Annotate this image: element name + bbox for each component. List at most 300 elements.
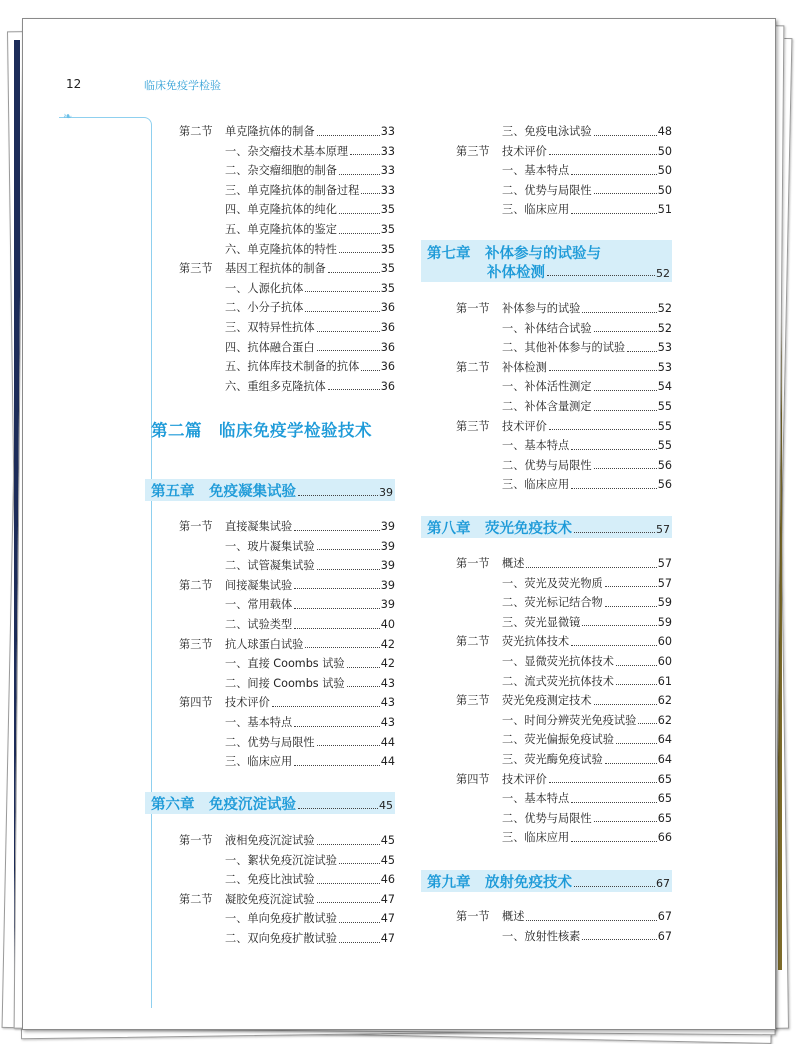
book-page (22, 18, 776, 1030)
section-number: 第二节 (456, 635, 490, 649)
leader-dots (339, 233, 380, 234)
entry-title: 二、优势与局限性 (502, 183, 592, 197)
entry-title: 二、补体含量测定 (502, 400, 592, 413)
entry-page-number: 67 (657, 910, 672, 923)
toc-subsection-entry[interactable] (179, 142, 395, 162)
entry-title: 一、常用载体 (225, 598, 293, 612)
toc-subsection-entry[interactable] (456, 789, 672, 809)
entry-title: 一、玻片凝集试验 (225, 539, 315, 553)
entry-page-number: 46 (380, 873, 395, 887)
entry-page-number: 40 (380, 618, 395, 631)
entry-title: 荧光抗体技术 (502, 635, 570, 649)
toc-subsection-entry[interactable] (179, 240, 395, 260)
leader-dots (339, 213, 380, 214)
toc-subsection-entry[interactable] (456, 436, 672, 456)
leader-dots (594, 193, 657, 194)
entry-page-number: 36 (380, 360, 395, 374)
entry-page-number: 57 (657, 576, 672, 590)
leader-dots (571, 213, 657, 214)
entry-title: 凝胶免疫沉淀试验 (225, 892, 315, 906)
entry-title: 三、单克隆抗体的制备过程 (225, 183, 360, 197)
chapter-title-line-2: 补体检测 (487, 264, 545, 281)
toc-subsection-entry[interactable] (179, 870, 395, 890)
entry-page-number: 47 (380, 912, 395, 926)
entry-page-number: 36 (380, 301, 395, 315)
entry-page-number: 44 (380, 755, 395, 769)
entry-page-number: 35 (380, 281, 395, 295)
entry-page-number: 50 (657, 144, 672, 158)
entry-page-number: 65 (657, 811, 672, 825)
toc-subsection-entry[interactable] (179, 654, 395, 674)
chapter-title-line-2-row (421, 261, 672, 281)
entry-page-number: 60 (657, 655, 672, 668)
entry-page-number: 64 (657, 753, 672, 766)
entry-page-number: 39 (380, 578, 395, 592)
entry-page-number: 50 (657, 183, 672, 197)
entry-page-number: 44 (380, 735, 395, 749)
leader-dots (339, 922, 380, 923)
entry-page-number: 47 (380, 892, 395, 906)
entry-page-number: 33 (380, 144, 395, 158)
toc-subsection-entry[interactable] (179, 200, 395, 220)
toc-section-entry[interactable] (456, 142, 672, 162)
entry-title: 六、单克隆抗体的特性 (225, 242, 337, 256)
entry-title: 一、基本特点 (502, 164, 570, 178)
entry-title: 二、优势与局限性 (502, 458, 592, 472)
section-number: 第二节 (179, 125, 213, 138)
leader-dots (605, 586, 657, 587)
toc-subsection-entry[interactable] (179, 537, 395, 557)
leader-dots (582, 939, 656, 940)
leader-dots (549, 782, 657, 783)
entry-page-number: 59 (657, 596, 672, 610)
leader-dots (638, 723, 656, 724)
entry-title: 三、临床应用 (502, 478, 570, 492)
entry-page-number: 35 (380, 223, 395, 236)
entry-title: 二、优势与局限性 (225, 735, 315, 749)
leader-dots (571, 645, 657, 646)
entry-title: 一、基本特点 (225, 716, 293, 729)
entry-title: 二、荧光标记结合物 (502, 596, 603, 610)
entry-title: 一、基本特点 (502, 439, 570, 453)
entry-title: 二、间接 Coombs 试验 (225, 676, 345, 690)
toc-section-entry[interactable] (179, 831, 395, 851)
entry-page-number: 43 (380, 696, 395, 710)
toc-subsection-entry[interactable] (179, 181, 395, 201)
toc-section-entry[interactable] (179, 890, 395, 910)
chapter-heading[interactable] (421, 870, 672, 892)
toc-subsection-entry[interactable] (456, 161, 672, 181)
entry-title: 补体检测 (502, 360, 547, 374)
leader-dots (317, 745, 380, 746)
leader-dots (317, 350, 380, 351)
leader-dots (594, 410, 657, 411)
toc-subsection-entry[interactable] (179, 615, 395, 635)
entry-title: 二、优势与局限性 (502, 811, 592, 825)
entry-title: 四、抗体融合蛋白 (225, 340, 315, 354)
toc-subsection-entry[interactable] (179, 220, 395, 240)
entry-page-number: 65 (657, 792, 672, 806)
leader-dots (317, 569, 380, 570)
leader-dots (361, 370, 379, 371)
toc-section-entry[interactable] (456, 554, 672, 574)
toc-subsection-entry[interactable] (179, 733, 395, 753)
entry-page-number: 35 (380, 242, 395, 256)
entry-page-number: 66 (657, 831, 672, 845)
chapter-page-number: 39 (379, 485, 393, 499)
section-number: 第三节 (179, 262, 213, 276)
toc-subsection-entry[interactable] (179, 713, 395, 733)
entry-page-number: 60 (657, 635, 672, 649)
leader-dots (526, 920, 656, 921)
toc-section-entry[interactable] (179, 517, 395, 537)
entry-page-number: 33 (380, 183, 395, 197)
leader-dots (317, 331, 380, 332)
leader-dots (571, 488, 657, 489)
toc-subsection-entry[interactable] (179, 279, 395, 299)
leader-dots (305, 291, 379, 292)
entry-page-number: 42 (380, 657, 395, 671)
entry-title: 二、其他补体参与的试验 (502, 341, 626, 355)
leader-dots (616, 684, 657, 685)
entry-title: 技术评价 (502, 144, 547, 158)
entry-title: 技术评价 (502, 419, 547, 433)
entry-page-number: 36 (380, 321, 395, 334)
toc-section-entry[interactable] (179, 576, 395, 596)
leader-dots (317, 883, 380, 884)
entry-page-number: 54 (657, 380, 672, 394)
leader-dots (594, 331, 657, 332)
toc-section-entry[interactable] (179, 122, 395, 142)
leader-dots (317, 549, 380, 550)
leader-dots (526, 567, 656, 568)
running-title: 临床免疫学检验 (144, 79, 221, 92)
chapter-heading[interactable] (145, 792, 395, 814)
toc-section-entry[interactable] (456, 417, 672, 437)
entry-page-number: 47 (380, 932, 395, 945)
toc-subsection-entry[interactable] (179, 357, 395, 377)
entry-page-number: 51 (657, 203, 672, 217)
entry-title: 技术评价 (502, 772, 547, 786)
leader-dots (339, 863, 380, 864)
section-number: 第一节 (456, 910, 490, 923)
entry-page-number: 43 (380, 676, 395, 690)
toc-subsection-entry[interactable] (456, 927, 672, 947)
toc-section-entry[interactable] (456, 691, 672, 711)
entry-page-number: 55 (657, 439, 672, 453)
entry-title: 一、时间分辨荧光免疫试验 (502, 713, 637, 727)
section-number: 第一节 (179, 834, 213, 847)
leader-dots (582, 625, 656, 626)
leader-dots (305, 647, 379, 648)
entry-page-number: 39 (380, 598, 395, 612)
leader-dots (317, 902, 380, 903)
leader-dots (594, 704, 657, 705)
leader-dots (616, 665, 657, 666)
entry-page-number: 48 (657, 125, 672, 138)
entry-page-number: 36 (380, 340, 395, 354)
leader-dots (594, 468, 657, 469)
entry-title: 间接凝集试验 (225, 578, 293, 592)
toc-section-entry[interactable] (456, 299, 672, 319)
toc-subsection-entry[interactable] (456, 181, 672, 201)
toc-subsection-entry[interactable] (456, 319, 672, 339)
leader-dots (616, 743, 657, 744)
section-number: 第二节 (179, 578, 213, 592)
entry-title: 四、单克隆抗体的纯化 (225, 203, 337, 217)
entry-title: 一、荧光及荧光物质 (502, 576, 603, 590)
toc-subsection-entry[interactable] (179, 674, 395, 694)
entry-title: 三、临床应用 (502, 831, 570, 845)
leader-dots (594, 135, 657, 136)
entry-page-number: 56 (657, 478, 672, 492)
entry-title: 抗人球蛋白试验 (225, 637, 304, 651)
entry-page-number: 53 (657, 341, 672, 355)
entry-page-number: 67 (657, 929, 672, 943)
entry-page-number: 35 (380, 262, 395, 276)
entry-title: 二、双向免疫扩散试验 (225, 932, 337, 945)
toc-subsection-entry[interactable] (179, 752, 395, 772)
chapter-title: 第六章 免疫沉淀试验 (151, 796, 296, 813)
toc-section-entry[interactable] (456, 770, 672, 790)
toc-subsection-entry[interactable] (179, 338, 395, 358)
page-number: 12 (66, 77, 82, 91)
entry-title: 三、双特异性抗体 (225, 321, 315, 334)
section-number: 第二节 (179, 892, 213, 906)
entry-title: 二、流式荧光抗体技术 (502, 674, 614, 688)
toc-subsection-entry[interactable] (179, 851, 395, 871)
entry-page-number: 53 (657, 360, 672, 374)
section-number: 第四节 (456, 772, 490, 786)
chapter-title: 第五章 免疫凝集试验 (151, 483, 296, 500)
entry-title: 二、小分子抗体 (225, 301, 304, 315)
section-number: 第一节 (179, 520, 213, 533)
leader-dots (294, 726, 380, 727)
entry-title: 液相免疫沉淀试验 (225, 834, 315, 847)
leader-dots (350, 154, 380, 155)
entry-title: 三、荧光显微镜 (502, 615, 581, 629)
entry-title: 一、单向免疫扩散试验 (225, 912, 337, 926)
entry-title: 五、抗体库技术制备的抗体 (225, 360, 360, 374)
chapter-heading[interactable] (421, 516, 672, 538)
chapter-page-number: 52 (656, 266, 670, 280)
entry-page-number: 45 (380, 853, 395, 867)
entry-title: 一、显微荧光抗体技术 (502, 655, 614, 668)
entry-title: 一、杂交瘤技术基本原理 (225, 144, 349, 158)
leader-dots (328, 389, 380, 390)
toc-section-entry[interactable] (456, 358, 672, 378)
margin-decoration-line (59, 117, 152, 1008)
entry-title: 一、絮状免疫沉淀试验 (225, 853, 337, 867)
section-number: 第一节 (456, 557, 490, 570)
toc-subsection-entry[interactable] (456, 574, 672, 594)
entry-title: 三、临床应用 (502, 203, 570, 217)
leaf-ornament-icon: ❧ (63, 110, 73, 123)
toc-subsection-entry[interactable] (456, 613, 672, 633)
section-number: 第三节 (456, 419, 490, 433)
leader-dots (294, 628, 380, 629)
leader-dots (294, 608, 380, 609)
entry-title: 一、直接 Coombs 试验 (225, 657, 345, 671)
entry-title: 单克隆抗体的制备 (225, 125, 315, 138)
entry-page-number: 55 (657, 419, 672, 433)
toc-section-entry[interactable] (179, 259, 395, 279)
entry-page-number: 62 (657, 713, 672, 727)
toc-subsection-entry[interactable] (179, 298, 395, 318)
entry-page-number: 43 (380, 716, 395, 729)
leader-dots (347, 686, 380, 687)
entry-title: 二、免疫比浊试验 (225, 873, 315, 887)
leader-dots (317, 844, 380, 845)
leader-dots (298, 808, 378, 809)
entry-page-number: 42 (380, 637, 395, 651)
entry-title: 概述 (502, 910, 525, 923)
leader-dots (574, 886, 655, 887)
toc-subsection-entry[interactable] (456, 456, 672, 476)
entry-title: 补体参与的试验 (502, 302, 581, 315)
chapter-page-number: 67 (656, 876, 670, 890)
entry-title: 三、免疫电泳试验 (502, 125, 592, 138)
entry-page-number: 33 (380, 164, 395, 178)
leader-dots (627, 351, 657, 352)
entry-page-number: 59 (657, 615, 672, 629)
toc-subsection-entry[interactable] (456, 730, 672, 750)
toc-subsection-entry[interactable] (456, 200, 672, 220)
entry-page-number: 36 (380, 379, 395, 393)
leader-dots (582, 312, 656, 313)
entry-title: 技术评价 (225, 696, 270, 710)
section-number: 第二节 (456, 360, 490, 374)
entry-title: 二、荧光偏振免疫试验 (502, 733, 614, 747)
entry-title: 一、补体活性测定 (502, 380, 592, 394)
entry-title: 二、杂交瘤细胞的制备 (225, 164, 337, 178)
leader-dots (294, 530, 380, 531)
toc-subsection-entry[interactable] (179, 909, 395, 929)
toc-subsection-entry[interactable] (456, 809, 672, 829)
leader-dots (361, 193, 379, 194)
leader-dots (549, 154, 657, 155)
entry-page-number: 57 (657, 557, 672, 570)
entry-page-number: 39 (380, 520, 395, 533)
toc-section-entry[interactable] (456, 632, 672, 652)
entry-page-number: 55 (657, 400, 672, 413)
leader-dots (272, 706, 380, 707)
chapter-title-line-1: 第七章 补体参与的试验与 (427, 246, 601, 262)
section-number: 第三节 (456, 694, 490, 708)
toc-subsection-entry[interactable] (456, 828, 672, 848)
toc-subsection-entry[interactable] (179, 556, 395, 576)
leader-dots (305, 311, 379, 312)
toc-subsection-entry[interactable] (179, 318, 395, 338)
entry-page-number: 50 (657, 164, 672, 178)
entry-page-number: 65 (657, 772, 672, 786)
toc-subsection-entry[interactable] (179, 161, 395, 181)
toc-subsection-entry[interactable] (456, 711, 672, 731)
chapter-heading[interactable] (145, 479, 395, 501)
leader-dots (571, 841, 657, 842)
chapter-page-number: 45 (379, 798, 393, 812)
entry-page-number: 61 (657, 674, 672, 688)
entry-title: 一、基本特点 (502, 792, 570, 806)
toc-subsection-entry[interactable] (179, 377, 395, 397)
toc-section-entry[interactable] (179, 693, 395, 713)
leader-dots (594, 821, 657, 822)
leader-dots (294, 588, 380, 589)
entry-title: 直接凝集试验 (225, 520, 293, 533)
part-title: 第二篇 临床免疫学检验技术 (151, 421, 372, 440)
leader-dots (549, 429, 657, 430)
entry-page-number: 45 (380, 834, 395, 847)
toc-subsection-entry[interactable] (456, 338, 672, 358)
leader-dots (571, 802, 657, 803)
leader-dots (328, 272, 380, 273)
toc-subsection-entry[interactable] (456, 593, 672, 613)
leader-dots (294, 765, 380, 766)
entry-title: 三、临床应用 (225, 755, 293, 769)
leader-dots (571, 174, 657, 175)
section-number: 第三节 (179, 637, 213, 651)
toc-subsection-entry[interactable] (456, 475, 672, 495)
entry-page-number: 39 (380, 559, 395, 573)
leader-dots (605, 763, 657, 764)
leader-dots (339, 174, 380, 175)
entry-page-number: 35 (380, 203, 395, 217)
leader-dots (547, 275, 655, 276)
leader-dots (339, 252, 380, 253)
section-number: 第一节 (456, 302, 490, 315)
toc-section-entry[interactable] (456, 907, 672, 927)
section-number: 第三节 (456, 144, 490, 158)
toc-subsection-entry[interactable] (456, 672, 672, 692)
entry-page-number: 56 (657, 458, 672, 472)
toc-subsection-entry[interactable] (456, 652, 672, 672)
entry-page-number: 33 (380, 125, 395, 138)
entry-title: 荧光免疫测定技术 (502, 694, 592, 708)
entry-title: 一、放射性核素 (502, 929, 581, 943)
toc-subsection-entry[interactable] (456, 377, 672, 397)
entry-page-number: 62 (657, 694, 672, 708)
chapter-page-number: 57 (656, 522, 670, 536)
toc-subsection-entry[interactable] (179, 929, 395, 949)
entry-title: 六、重组多克隆抗体 (225, 379, 326, 393)
chapter-heading[interactable] (421, 240, 672, 282)
leader-dots (549, 370, 657, 371)
entry-page-number: 52 (657, 302, 672, 315)
toc-subsection-entry[interactable] (456, 122, 672, 142)
chapter-title: 第八章 荧光免疫技术 (427, 520, 572, 537)
leader-dots (605, 606, 657, 607)
leader-dots (594, 390, 657, 391)
entry-page-number: 39 (380, 539, 395, 553)
entry-title: 一、补体结合试验 (502, 321, 592, 335)
leader-dots (317, 135, 380, 136)
leader-dots (574, 532, 655, 533)
toc-section-entry[interactable] (179, 635, 395, 655)
section-number: 第四节 (179, 696, 213, 710)
toc-subsection-entry[interactable] (456, 397, 672, 417)
entry-title: 一、人源化抗体 (225, 281, 304, 295)
leader-dots (298, 495, 378, 496)
entry-title: 五、单克隆抗体的鉴定 (225, 223, 337, 236)
entry-page-number: 52 (657, 321, 672, 335)
entry-title: 基因工程抗体的制备 (225, 262, 326, 276)
toc-subsection-entry[interactable] (456, 750, 672, 770)
entry-title: 二、试验类型 (225, 618, 293, 631)
leader-dots (339, 942, 380, 943)
chapter-title: 第九章 放射免疫技术 (427, 874, 572, 891)
entry-title: 二、试管凝集试验 (225, 559, 315, 573)
toc-subsection-entry[interactable] (179, 595, 395, 615)
